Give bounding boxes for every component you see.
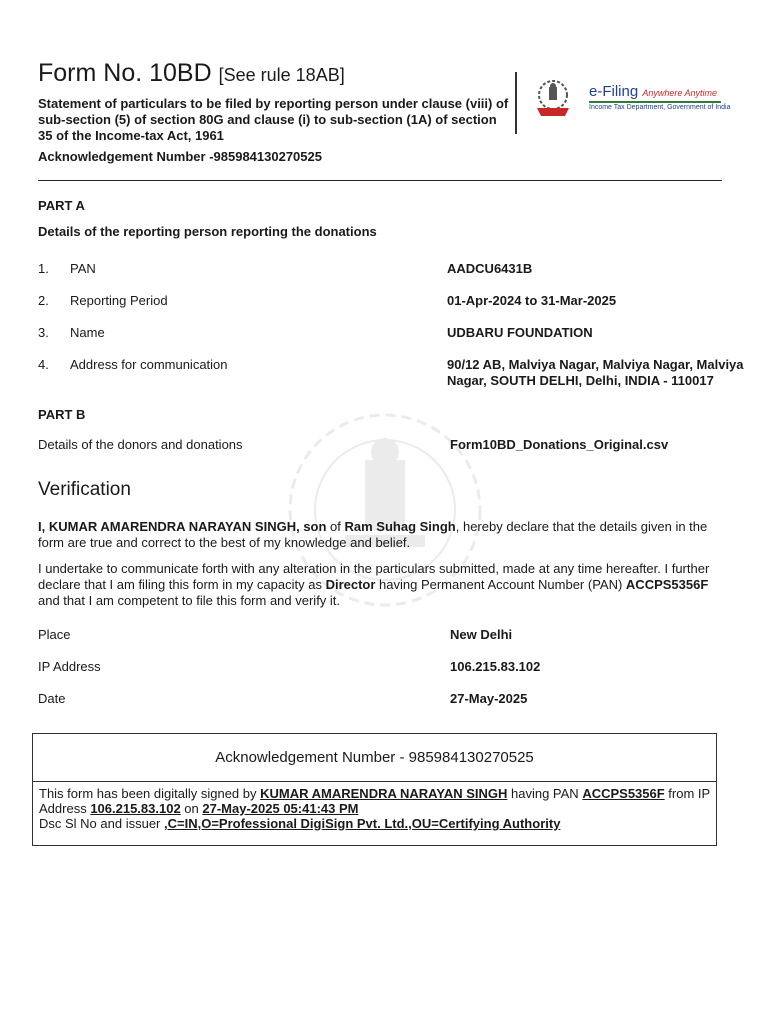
declaration-text: of [326,519,345,534]
undertaking-text: and that I am competent to file this form and verify it. [38,593,341,608]
donors-label: Details of the donors and donations [38,437,243,452]
dsc-issuer: ,C=IN,O=Professional DigiSign Pvt. Ltd.,OU=Certifying Authority [164,816,561,831]
ip-address-value: 106.215.83.102 [450,659,541,674]
acknowledgement-number: 985984130270525 [408,749,534,766]
signature-details [39,786,711,831]
place-label: Place [38,627,71,642]
form-title [38,58,345,90]
signature-text: This form has been digitally signed by [39,786,261,801]
capacity: Director [325,577,376,592]
dsc-label: Dsc Sl No and issuer [39,816,164,831]
efiling-wordmark [589,83,717,100]
row-number: 1. [38,261,49,276]
part-a-heading: PART A [38,198,85,213]
form-number: Form No. 10BD [38,59,212,87]
part-a-subheading: Details of the reporting person reporting the donations [38,224,377,239]
reporting-period-label: Reporting Period [70,293,168,308]
undertaking-text: I undertake to communicate forth with any alteration in the particulars submitted, made at any time hereafter. I further declare that I am filing this form in my capacity as [38,561,710,592]
ip-address-label: IP Address [38,659,101,674]
address-label: Address for communication [70,357,228,372]
declaration-paragraph [38,519,728,551]
declarant-name: I, KUMAR AMARENDRA NARAYAN SINGH, son [38,519,327,534]
form-subtitle: Statement of particulars to be filed by reporting person under clause (viii) of sub-section (5) of section 80G and clause (i) to sub-section (1A) of section 35 of the Income-tax Act, 1961 [38,96,509,143]
header-divider [515,72,517,134]
header-rule [38,180,722,181]
signed-datetime: 27-May-2025 05:41:43 PM [202,801,359,816]
reporting-period-value: 01-Apr-2024 to 31-Mar-2025 [447,293,617,308]
name-label: Name [70,325,105,340]
declarant-pan: ACCPS5356F [625,577,709,592]
undertaking-text: having Permanent Account Number (PAN) [375,577,626,592]
row-number: 3. [38,325,49,340]
signature-text: from IP Address [39,786,710,816]
efiling-tagline: Anywhere Anytime [642,88,718,98]
signature-text: having PAN [507,786,583,801]
form-rule: [See rule 18AB] [218,65,345,85]
acknowledgement-number-header: Acknowledgement Number -985984130270525 [38,149,322,164]
emblem-icon [531,78,583,118]
efiling-department: Income Tax Department, Government of India [589,104,731,111]
efiling-name: e-Filing [589,83,639,100]
date-label: Date [38,691,66,706]
efiling-logo [531,78,731,118]
acknowledgement-label: Acknowledgement Number - [215,749,409,766]
name-value: UDBARU FOUNDATION [447,325,593,340]
place-value: New Delhi [450,627,513,642]
row-number: 2. [38,293,49,308]
signer-ip: 106.215.83.102 [90,801,181,816]
pan-value: AADCU6431B [447,261,533,276]
donations-file-link[interactable]: Form10BD_Donations_Original.csv [450,437,669,452]
row-number: 4. [38,357,49,372]
pan-label: PAN [70,261,96,276]
signature-text: on [180,801,203,816]
address-value: 90/12 AB, Malviya Nagar, Malviya Nagar, Malviya Nagar, SOUTH DELHI, Delhi, INDIA - 110017 [447,357,744,388]
date-value: 27-May-2025 [450,691,528,706]
father-name: Ram Suhag Singh [344,519,456,534]
logo-underline [589,101,721,103]
declaration-text: , hereby declare that the details given in the form are true and correct to the best of my knowledge and belief. [38,519,708,550]
acknowledgement-box-header [33,734,716,782]
verification-title: Verification [38,479,131,500]
undertaking-paragraph [38,561,728,609]
acknowledgement-box [32,733,717,846]
signer-name: KUMAR AMARENDRA NARAYAN SINGH [260,786,508,801]
part-b-heading: PART B [38,407,86,422]
signer-pan: ACCPS5356F [582,786,665,801]
